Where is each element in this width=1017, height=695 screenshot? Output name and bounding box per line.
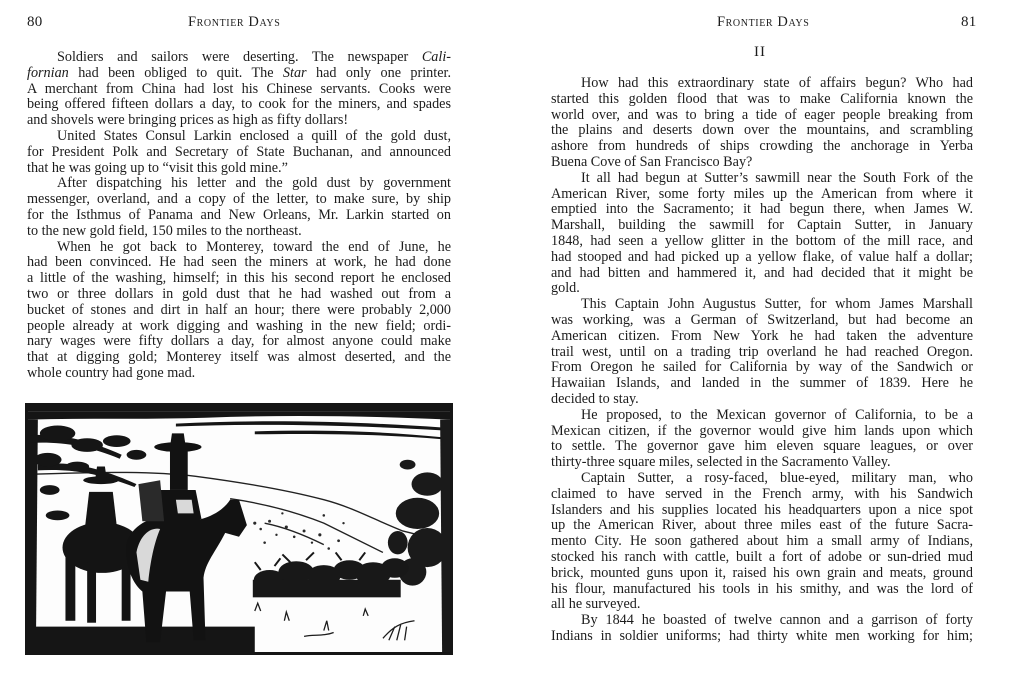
right-page <box>520 0 1017 695</box>
running-head: Frontier Days <box>188 14 281 30</box>
paragraph <box>27 129 451 176</box>
text-line: Hawaiian Islands, and landed in the summer of 1839. Here he <box>551 375 973 392</box>
text-line: up the American River, about three miles east of the future Sacra- <box>551 517 973 534</box>
text-line: By 1844 he boasted of twelve cannon and a garrison of forty <box>581 612 973 629</box>
text-line: started this golden flood that was to make California known the <box>551 90 973 107</box>
text-line: Soldiers and sailors were deserting. The newspaper Cali- <box>57 49 451 65</box>
text-line: American River, some forty miles up the American from where it <box>551 185 973 202</box>
text-line: all he surveyed. <box>551 596 641 613</box>
foreground-shadow <box>28 627 255 652</box>
paragraph <box>27 176 451 239</box>
text-line: that at digging gold; Monterey itself was almost deserted, and the <box>27 349 451 366</box>
text-line: trail west, until on a trading trip overland he had reached Oregon. <box>551 343 973 360</box>
text-line: When he got back to Monterey, toward the end of June, he <box>57 238 451 255</box>
text-line: A merchant from China had lost his Chinese servants. Cooks were <box>27 80 451 97</box>
text-line: Indians in soldier uniforms; had thirty white men working for him; <box>551 627 973 644</box>
text-line: had stooped and had picked up a yellow flake, of value half a dollar; <box>551 248 973 265</box>
text-line: How had this extraordinary state of affairs begun? Who had <box>581 75 973 91</box>
text-line: brick, mounted guns upon it, raised his own grain and meats, ground <box>551 564 973 581</box>
text-line: 1848, had seen a yellow glitter in the bottom of the mill race, and <box>551 232 973 249</box>
paragraph <box>551 297 973 408</box>
text-line: emptied into the Sacramento; it had begun there, when James W. <box>551 201 973 218</box>
text-line: Islanders and his supplies located his headquarters upon a nice spot <box>551 501 973 518</box>
text-line: to settle. The governor gave him eleven square leagues, or over <box>551 438 973 455</box>
paragraph <box>27 50 451 129</box>
body-text <box>551 76 973 645</box>
text-line: He proposed, to the Mexican governor of California, to be a <box>581 406 973 423</box>
text-line: Mexican citizen, if the governor would give him lands upon which <box>551 422 973 439</box>
text-line: the plains and deserts down over the mountains, and scrambling <box>551 122 973 139</box>
text-line: being offered fifteen dollars a day, to cook for the miners, and spades <box>27 96 451 113</box>
text-line: to the new gold field, 150 miles to the northeast. <box>27 222 302 239</box>
text-line: his flour, manufactured his tools in his smithy, and was the lord of <box>551 580 973 597</box>
text-line: It all had begun at Sutter’s sawmill near the South Fork of the <box>581 169 973 186</box>
text-line: mento City. He soon gathered about him a small army of Indians, <box>551 533 973 550</box>
text-line: had been convinced. He had seen the miners at work, he had done <box>27 254 451 271</box>
text-line: This Captain John Augustus Sutter, for whom James Marshall <box>581 296 973 313</box>
section-number: II <box>754 44 766 60</box>
body-text <box>27 50 451 382</box>
illustration <box>25 403 453 655</box>
text-line: bucket of stones and dirt in half an hour; there were probably 2,000 <box>27 301 451 318</box>
text-line: for President Polk and Secretary of State Buchanan, and announced <box>27 143 451 160</box>
italic-title: Star <box>282 64 307 81</box>
paragraph <box>551 408 973 471</box>
text-line: Captain Sutter, a rosy-faced, blue-eyed, military man, who <box>581 469 973 486</box>
text-line: and shovels were bringing prices as high as fifty dollars! <box>27 112 349 129</box>
text-line: world over, and was to bring a tide of eager people breaking from <box>551 106 973 123</box>
text-line: two or three dollars in gold dust that he had washed out from a <box>27 285 451 302</box>
text-line: After dispatching his letter and the gold dust by government <box>57 175 451 192</box>
italic-title: fornian <box>27 64 69 81</box>
paragraph <box>551 171 973 297</box>
paragraph <box>551 613 973 645</box>
text-line: Buena Cove of San Francisco Bay? <box>551 153 753 170</box>
text-line: was working, was a German of Switzerland, but had become an <box>551 311 973 328</box>
running-head: Frontier Days <box>717 14 810 30</box>
text-line: thirty-three square miles, selected in the Sacramento Valley. <box>551 454 891 471</box>
text-line: nary wages were fifty dollars a day, for almost anyone could make <box>27 333 451 350</box>
tree-right <box>388 420 450 652</box>
text-line: gold. <box>551 280 580 297</box>
text-line: Marshall, building the sawmill for Captain Sutter, in January <box>551 217 973 234</box>
woodcut-illustration <box>28 406 450 652</box>
text-line: stocked his ranch with cattle, built a fort of adobe or sun-dried mud <box>551 548 973 565</box>
text-line: a little of the washing, himself; in this his second report he enclosed <box>27 270 451 287</box>
hill-brush-marks <box>253 512 344 550</box>
paragraph <box>27 240 451 382</box>
text-line: American citizen. From New York he had taken the adventure <box>551 327 973 344</box>
paragraph <box>551 76 973 171</box>
cattle-herd <box>253 552 409 597</box>
text-line: ashore from hundreds of ships crowding the anchorage in Yerba <box>551 138 973 155</box>
text-line: and had bitten and hammered it, and had decided that it might be <box>551 264 973 281</box>
text-line: that he was going up to “visit this gold mine.” <box>27 159 288 176</box>
text-line: United States Consul Larkin enclosed a quill of the gold dust, <box>57 127 451 144</box>
text-line: messenger, overland, and a copy of the letter, to make sure, by ship <box>27 191 451 208</box>
italic-title: Cali- <box>421 49 451 65</box>
text-line: decided to stay. <box>551 390 639 407</box>
page-number: 81 <box>961 14 977 30</box>
page-number: 80 <box>27 14 43 30</box>
text-line: fornian had been obliged to quit. The Star had only one printer. <box>27 64 451 81</box>
ground-grass <box>255 603 415 640</box>
text-line: claimed to have served in the French army, with his Sandwich <box>551 485 973 502</box>
paragraph <box>551 471 973 613</box>
text-line: for the Isthmus of Panama and New Orleans, Mr. Larkin started on <box>27 206 451 223</box>
text-line: people already at work digging and washing in the new field; ordi- <box>27 317 451 334</box>
text-line: From Oregon he sailed for California by way of the Sandwich or <box>551 359 973 376</box>
sky-streaks <box>28 406 450 439</box>
text-line: whole country had gone mad. <box>27 364 196 381</box>
left-page <box>0 0 480 695</box>
